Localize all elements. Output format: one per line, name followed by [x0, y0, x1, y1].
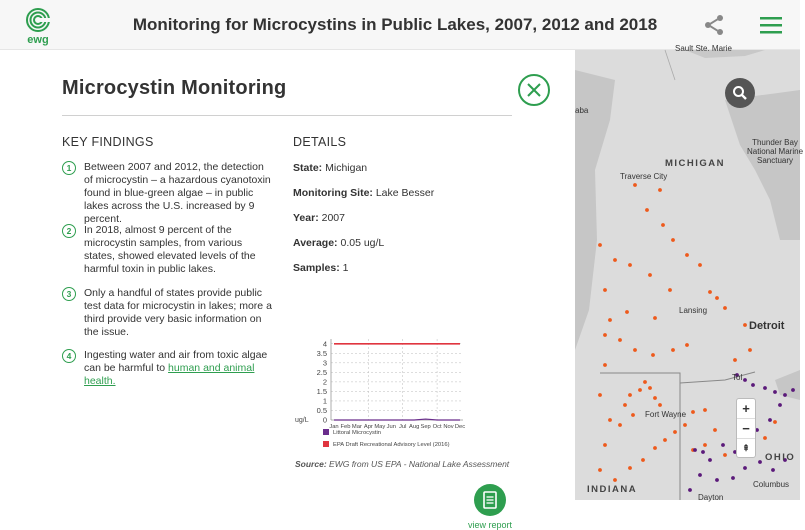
site-marker[interactable]	[628, 466, 632, 470]
site-marker[interactable]	[713, 428, 717, 432]
site-marker[interactable]	[645, 208, 649, 212]
site-marker[interactable]	[758, 460, 762, 464]
finding-number: 1	[62, 161, 76, 175]
site-marker[interactable]	[653, 396, 657, 400]
site-marker[interactable]	[673, 430, 677, 434]
site-marker[interactable]	[748, 348, 752, 352]
site-marker[interactable]	[743, 378, 747, 382]
detail-label: Samples:	[293, 262, 340, 274]
state-label-michigan: MICHIGAN	[665, 158, 726, 169]
detail-samples	[293, 262, 348, 274]
site-marker[interactable]	[661, 223, 665, 227]
site-marker[interactable]	[751, 383, 755, 387]
city-label-toledo: Tol	[732, 373, 743, 382]
chart-series-line	[334, 419, 460, 420]
document-icon	[474, 484, 506, 516]
map-label: aba	[575, 106, 589, 115]
chart-x-tick-label: Apr	[363, 424, 373, 430]
app-header	[0, 0, 800, 50]
site-marker[interactable]	[638, 388, 642, 392]
zoom-out-button[interactable]: −	[737, 419, 755, 439]
map-label: Sault Ste. Marie	[675, 44, 732, 53]
detail-value: Lake Besser	[375, 187, 435, 199]
site-marker[interactable]	[623, 403, 627, 407]
view-report-link[interactable]: view report	[467, 520, 512, 530]
detail-label: Monitoring Site:	[293, 187, 373, 199]
site-marker[interactable]	[653, 446, 657, 450]
chart-y-tick-label: 1.5	[316, 386, 327, 396]
site-marker[interactable]	[598, 393, 602, 397]
site-marker[interactable]	[618, 423, 622, 427]
divider	[62, 115, 512, 116]
chart-x-tick-label: May	[374, 424, 386, 430]
finding-text: Only a handful of states provide public test data for microcystin in lakes; more a third provide very basic information on the issue.	[84, 287, 272, 338]
site-marker[interactable]	[603, 333, 607, 337]
site-marker[interactable]	[708, 458, 712, 462]
health-link[interactable]: human and animal health.	[84, 362, 255, 387]
detail-site	[293, 187, 434, 199]
site-marker[interactable]	[763, 386, 767, 390]
chart-x-tick-label: Feb	[340, 424, 351, 430]
site-marker[interactable]	[658, 403, 662, 407]
site-marker[interactable]	[608, 418, 612, 422]
city-label-detroit: Detroit	[749, 320, 785, 332]
site-marker[interactable]	[743, 466, 747, 470]
zoom-control	[736, 398, 756, 458]
finding-text	[62, 349, 272, 388]
zoom-in-button[interactable]: +	[737, 399, 755, 419]
site-marker[interactable]	[791, 388, 795, 392]
site-marker[interactable]	[683, 423, 687, 427]
site-marker[interactable]	[701, 450, 705, 454]
site-marker[interactable]	[731, 476, 735, 480]
chart-y-axis-label: ug/L	[295, 417, 309, 424]
finding-2	[62, 224, 272, 276]
site-marker[interactable]	[603, 288, 607, 292]
site-marker[interactable]	[768, 418, 772, 422]
site-marker[interactable]	[641, 458, 645, 462]
site-marker[interactable]	[715, 296, 719, 300]
site-marker[interactable]	[773, 390, 777, 394]
details-heading: DETAILS	[293, 135, 347, 149]
detail-value: 1	[342, 262, 349, 274]
finding-number: 3	[62, 287, 76, 301]
site-marker[interactable]	[715, 478, 719, 482]
chart-x-tick-label: Sep	[420, 424, 431, 430]
chart-y-tick-label: 1	[322, 396, 327, 406]
site-marker[interactable]	[628, 393, 632, 397]
panel-title: Microcystin Monitoring	[62, 77, 287, 99]
site-marker[interactable]	[698, 473, 702, 477]
finding-1	[62, 161, 272, 226]
chart-x-tick-label: Jun	[386, 424, 396, 430]
site-marker[interactable]	[783, 393, 787, 397]
site-marker[interactable]	[693, 448, 697, 452]
site-marker[interactable]	[598, 468, 602, 472]
microcystin-chart	[293, 333, 468, 453]
city-label-dayton: Dayton	[698, 493, 724, 502]
chart-x-tick-label: Nov	[443, 424, 454, 430]
detail-label: Average:	[293, 237, 338, 249]
site-marker[interactable]	[721, 443, 725, 447]
chart-y-tick-label: 4	[322, 339, 327, 349]
chart-y-tick-label: 0.5	[316, 405, 327, 415]
map-search-button[interactable]	[725, 78, 755, 108]
chart-x-tick-label: Jan	[329, 424, 339, 430]
finding-4	[62, 349, 272, 388]
city-label-columbus: Columbus	[753, 480, 790, 489]
site-marker[interactable]	[631, 413, 635, 417]
chart-y-tick-label: 2	[322, 377, 327, 387]
search-icon	[725, 78, 755, 108]
page-title: Monitoring for Microcystins in Public Lakes, 2007, 2012 and 2018	[132, 15, 658, 34]
site-marker[interactable]	[633, 183, 637, 187]
city-label-traverse: Traverse City	[620, 172, 668, 181]
site-marker[interactable]	[603, 363, 607, 367]
source-label: Source:	[295, 459, 327, 469]
logo-text: ewg	[27, 34, 49, 46]
site-marker[interactable]	[703, 408, 707, 412]
site-marker[interactable]	[608, 318, 612, 322]
chart-x-tick-label: Dec	[454, 424, 466, 430]
chart-y-tick-label: 3.5	[316, 348, 327, 358]
chart-x-tick-label: Jul	[399, 424, 407, 430]
city-label-fortwayne: Fort Wayne	[645, 410, 687, 419]
detail-label: State:	[293, 162, 323, 174]
finding-number: 2	[62, 224, 76, 238]
detail-average	[293, 237, 384, 249]
site-marker[interactable]	[618, 338, 622, 342]
map-view[interactable]	[575, 44, 804, 502]
hamburger-menu-icon[interactable]	[760, 15, 782, 35]
site-marker[interactable]	[651, 353, 655, 357]
site-marker[interactable]	[691, 410, 695, 414]
site-marker[interactable]	[763, 436, 767, 440]
site-marker[interactable]	[723, 306, 727, 310]
chart-y-tick-label: 0	[322, 415, 327, 425]
site-marker[interactable]	[663, 438, 667, 442]
chart-legend-swatch	[323, 429, 329, 435]
site-marker[interactable]	[778, 403, 782, 407]
site-marker[interactable]	[603, 443, 607, 447]
detail-value: 2007	[321, 212, 345, 224]
site-marker[interactable]	[723, 453, 727, 457]
site-marker[interactable]	[633, 348, 637, 352]
site-marker[interactable]	[733, 358, 737, 362]
site-marker[interactable]	[648, 273, 652, 277]
reset-view-button[interactable]: ⇞	[742, 443, 750, 453]
share-icon[interactable]	[702, 13, 726, 37]
state-label-indiana: INDIANA	[587, 484, 638, 495]
site-marker[interactable]	[698, 263, 702, 267]
detail-value: 0.05 ug/L	[340, 237, 385, 249]
finding-text: Between 2007 and 2012, the detection of microcystin – a hazardous cyanotoxin found in blue-green algae – in public lakes across the U.S. increased by 9 percent.	[84, 161, 271, 225]
site-marker[interactable]	[613, 478, 617, 482]
info-panel	[0, 50, 575, 530]
site-marker[interactable]	[773, 420, 777, 424]
site-marker[interactable]	[613, 258, 617, 262]
close-button[interactable]	[518, 74, 550, 106]
site-marker[interactable]	[668, 288, 672, 292]
finding-number: 4	[62, 349, 76, 363]
site-marker[interactable]	[628, 263, 632, 267]
site-marker[interactable]	[685, 253, 689, 257]
finding-3	[62, 287, 272, 339]
chart-y-tick-label: 3	[322, 358, 327, 368]
chart-legend-label: EPA Draft Recreational Advisory Level (2016)	[333, 442, 450, 448]
map-canvas[interactable]	[575, 50, 800, 500]
chart-legend-swatch	[323, 441, 329, 447]
detail-state	[293, 162, 367, 174]
site-marker[interactable]	[771, 468, 775, 472]
site-marker[interactable]	[643, 380, 647, 384]
detail-label: Year:	[293, 212, 319, 224]
site-marker[interactable]	[671, 238, 675, 242]
city-label-lansing: Lansing	[679, 306, 708, 315]
site-marker[interactable]	[708, 290, 712, 294]
close-icon	[520, 76, 548, 104]
map-label: Thunder Bay National Marine Sanctuary	[746, 138, 804, 165]
site-marker[interactable]	[658, 188, 662, 192]
site-marker[interactable]	[648, 386, 652, 390]
chart-y-tick-label: 2.5	[316, 367, 327, 377]
state-label-ohio: OHIO	[765, 452, 796, 463]
detail-value: Michigan	[325, 162, 368, 174]
chart-x-tick-label: Mar	[351, 424, 362, 430]
chart-legend-label: Littoral Microcystin	[333, 430, 381, 436]
source-text: EWG from US EPA - National Lake Assessment	[329, 459, 510, 469]
site-marker[interactable]	[598, 243, 602, 247]
finding-text-prefix: Ingesting water and air from toxic algae can be harmful to	[84, 349, 268, 374]
finding-text: In 2018, almost 9 percent of the microcystin samples, from various states, showed elevated levels of the harmful toxin in public lakes.	[84, 224, 256, 275]
chart-x-tick-label: Oct	[432, 424, 442, 430]
site-marker[interactable]	[703, 443, 707, 447]
key-findings-heading: KEY FINDINGS	[62, 135, 154, 149]
detail-year	[293, 212, 345, 224]
site-marker[interactable]	[743, 323, 747, 327]
chart-x-tick-label: Aug	[409, 424, 420, 430]
site-marker[interactable]	[685, 343, 689, 347]
site-marker[interactable]	[653, 316, 657, 320]
site-marker[interactable]	[688, 488, 692, 492]
site-marker[interactable]	[625, 310, 629, 314]
site-marker[interactable]	[671, 348, 675, 352]
source-note	[295, 459, 509, 469]
view-report-button[interactable]	[474, 484, 506, 516]
